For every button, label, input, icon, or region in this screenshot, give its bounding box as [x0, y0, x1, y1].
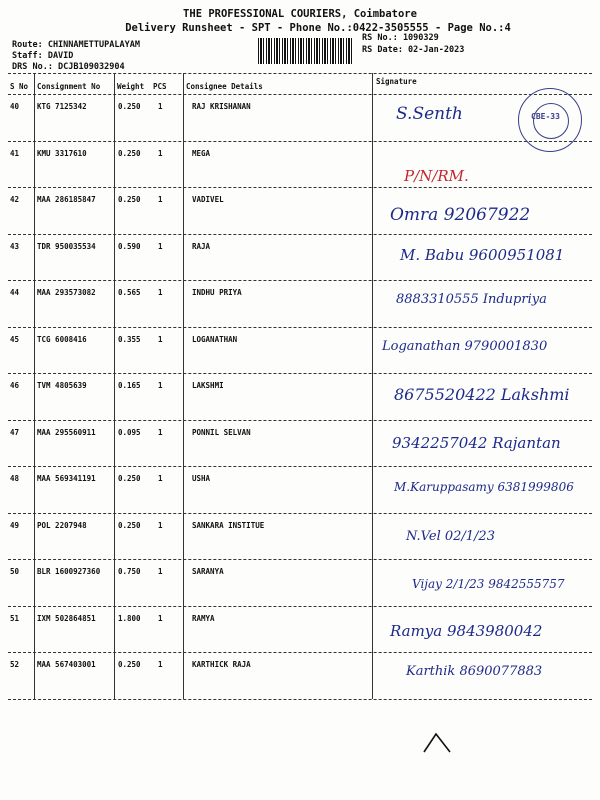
- staff-label: Staff: DAVID: [12, 51, 74, 61]
- route-label: Route: CHINNAMETTUPALAYAM: [12, 40, 140, 50]
- row-consignee: SANKARA INSTITUE: [192, 520, 265, 530]
- col-header-consignee: Consignee Details: [186, 82, 263, 91]
- row-pcs: 1: [158, 660, 163, 669]
- row-pcs: 1: [158, 102, 163, 111]
- page-title: THE PROFESSIONAL COURIERS, Coimbatore: [183, 8, 417, 20]
- row-divider: [8, 280, 592, 281]
- col-header-sno: S No: [10, 82, 29, 91]
- row-pcs: 1: [158, 613, 163, 623]
- row-pcs: 1: [158, 427, 163, 437]
- row-weight: 0.590: [118, 241, 141, 251]
- row-consignee: LOGANATHAN: [192, 334, 238, 344]
- col-header-consignment: Consignment No: [37, 82, 101, 91]
- row-consignee: INDHU PRIYA: [192, 288, 242, 297]
- row-consignee: PONNIL SELVAN: [192, 427, 251, 437]
- col-header-pcs: PCS: [153, 82, 167, 91]
- pen-mark: [422, 732, 452, 754]
- row-consignment-no: TVM 4805639: [37, 381, 87, 390]
- row-sno: 40: [10, 102, 20, 111]
- row-pcs: 1: [158, 520, 163, 530]
- table-header-border: [8, 94, 592, 95]
- row-signature: Vijay 2/1/23 9842555757: [412, 577, 565, 591]
- row-signature: Omra 92067922: [390, 205, 531, 225]
- row-sno: 45: [10, 334, 20, 344]
- row-pcs: 1: [158, 381, 163, 390]
- row-divider: [8, 513, 592, 514]
- row-weight: 0.250: [118, 195, 141, 204]
- row-weight: 0.250: [118, 102, 141, 111]
- row-divider: [8, 234, 592, 235]
- drs-number: DRS No.: DCJB109032904: [12, 62, 125, 72]
- row-consignee: RAMYA: [192, 613, 215, 623]
- row-consignee: VADIVEL: [192, 195, 224, 204]
- row-signature: 8675520422 Lakshmi: [394, 385, 570, 404]
- row-divider: [8, 699, 592, 700]
- row-sno: 46: [10, 381, 20, 390]
- row-weight: 0.250: [118, 148, 141, 158]
- col-header-weight: Weight: [117, 82, 145, 91]
- row-weight: 0.750: [118, 567, 141, 576]
- row-pcs: 1: [158, 288, 163, 297]
- row-consignee: RAJA: [192, 241, 211, 251]
- row-consignment-no: BLR 1600927360: [37, 567, 101, 576]
- row-weight: 1.800: [118, 613, 141, 623]
- row-sno: 51: [10, 613, 20, 623]
- row-consignee: LAKSHMI: [192, 381, 224, 390]
- row-weight: 0.095: [118, 427, 141, 437]
- row-weight: 0.355: [118, 334, 141, 344]
- row-divider: [8, 373, 592, 374]
- row-consignment-no: KTG 7125342: [37, 102, 87, 111]
- rs-number: RS No.: 1090329: [362, 33, 439, 43]
- page-subtitle: Delivery Runsheet - SPT - Phone No.:0422-3505555 - Page No.:4: [125, 22, 511, 34]
- row-signature: Ramya 9843980042: [390, 621, 543, 640]
- row-signature: Karthik 8690077883: [406, 664, 543, 679]
- row-consignment-no: TDR 950035534: [37, 241, 96, 251]
- row-consignment-no: MAA 295560911: [37, 427, 96, 437]
- row-consignee: USHA: [192, 474, 211, 483]
- row-signature: S.Senth: [396, 104, 463, 124]
- row-pcs: 1: [158, 195, 163, 204]
- row-weight: 0.250: [118, 660, 141, 669]
- row-divider: [8, 141, 592, 142]
- row-consignment-no: MAA 569341191: [37, 474, 96, 483]
- row-sno: 44: [10, 288, 20, 297]
- row-consignee: SARANYA: [192, 567, 224, 576]
- rs-date: RS Date: 02-Jan-2023: [362, 45, 465, 55]
- row-signature: M.Karuppasamy 6381999806: [394, 480, 574, 494]
- row-signature: 9342257042 Rajantan: [392, 433, 561, 452]
- row-signature: M. Babu 9600951081: [400, 245, 565, 264]
- row-sno: 43: [10, 241, 20, 251]
- row-signature: Loganathan 9790001830: [382, 338, 548, 354]
- row-weight: 0.250: [118, 474, 141, 483]
- row-consignee: RAJ KRISHANAN: [192, 102, 251, 111]
- seal-code: CBE-33: [531, 112, 560, 121]
- row-weight: 0.165: [118, 381, 141, 390]
- row-consignment-no: MAA 286185847: [37, 195, 96, 204]
- row-consignment-no: MAA 567403001: [37, 660, 96, 669]
- row-pcs: 1: [158, 334, 163, 344]
- row-sno: 47: [10, 427, 20, 437]
- row-consignment-no: KMU 3317610: [37, 148, 87, 158]
- row-sno: 52: [10, 660, 20, 669]
- row-sno: 50: [10, 567, 20, 576]
- row-divider: [8, 420, 592, 421]
- row-divider: [8, 187, 592, 188]
- row-consignment-no: IXM 502864851: [37, 613, 96, 623]
- row-pcs: 1: [158, 241, 163, 251]
- row-weight: 0.565: [118, 288, 141, 297]
- row-sno: 48: [10, 474, 20, 483]
- row-divider: [8, 606, 592, 607]
- row-divider: [8, 559, 592, 560]
- row-pcs: 1: [158, 148, 163, 158]
- row-consignee: MEGA: [192, 148, 211, 158]
- col-header-signature: Signature: [376, 77, 417, 86]
- row-consignment-no: MAA 293573082: [37, 288, 96, 297]
- table-top-border: [8, 73, 592, 74]
- row-sno: 41: [10, 148, 20, 158]
- row-pcs: 1: [158, 474, 163, 483]
- row-divider: [8, 466, 592, 467]
- barcode: [258, 38, 354, 64]
- row-signature: P/N/RM.: [404, 166, 469, 185]
- row-consignment-no: TCG 6008416: [37, 334, 87, 344]
- row-pcs: 1: [158, 567, 163, 576]
- row-consignment-no: POL 2207948: [37, 520, 87, 530]
- row-divider: [8, 327, 592, 328]
- row-weight: 0.250: [118, 520, 141, 530]
- row-consignee: KARTHICK RAJA: [192, 660, 251, 669]
- row-divider: [8, 652, 592, 653]
- row-sno: 42: [10, 195, 20, 204]
- row-sno: 49: [10, 520, 20, 530]
- row-signature: N.Vel 02/1/23: [406, 528, 495, 544]
- row-signature: 8883310555 Indupriya: [396, 292, 547, 307]
